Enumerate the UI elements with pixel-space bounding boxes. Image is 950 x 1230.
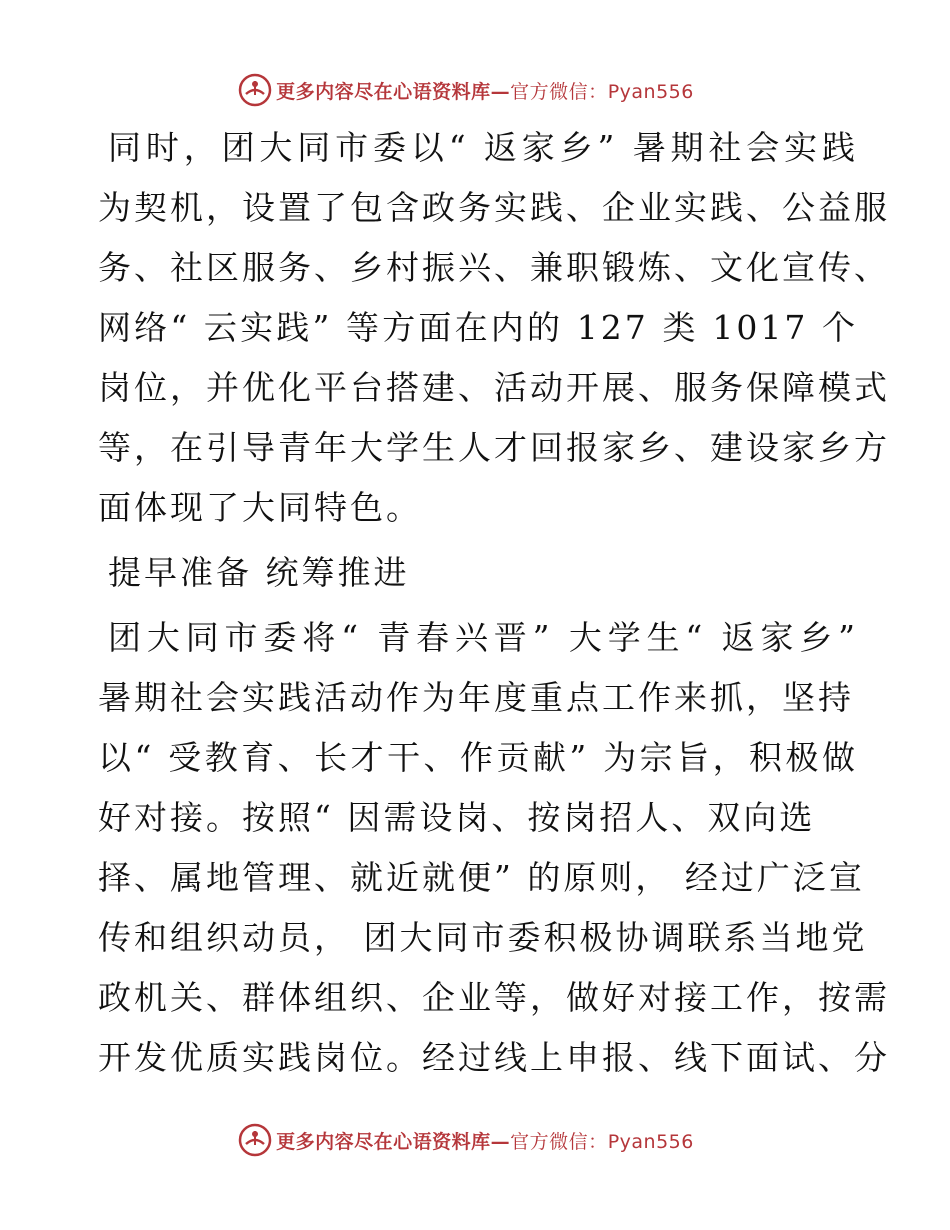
book-logo-icon: [238, 1123, 272, 1157]
watermark-suffix: 官方微信：: [510, 1130, 608, 1153]
text-line: 政机关、群体组织、企业等，做好对接工作，按需: [98, 978, 890, 1017]
watermark-prefix: 更多内容尽在心语资料库—: [276, 1130, 511, 1153]
text-line: 为契机，设置了包含政务实践、企业实践、公益服: [98, 188, 890, 227]
text-line: 面体现了大同特色。: [98, 488, 422, 527]
watermark-account: Pyan556: [607, 80, 694, 103]
text-line: 团大同市委将“ 青春兴晋” 大学生“ 返家乡”: [108, 618, 858, 657]
watermark-account: Pyan556: [607, 1130, 694, 1153]
text-line: 网络“ 云实践” 等方面在内的 127 类 1017 个: [98, 308, 858, 347]
text-line: 开发优质实践岗位。经过线上申报、线下面试、分: [98, 1038, 890, 1077]
text-line: 同时，团大同市委以“ 返家乡” 暑期社会实践: [108, 128, 858, 167]
text-line: 好对接。按照“ 因需设岗、按岗招人、双向选: [98, 798, 816, 837]
header-watermark: [0, 70, 950, 110]
text-line: 等，在引导青年大学生人才回报家乡、建设家乡方: [98, 428, 890, 467]
text-line: 务、社区服务、乡村振兴、兼职锻炼、文化宣传、: [98, 248, 890, 287]
text-line: 提早准备 统筹推进: [108, 553, 410, 592]
text-line: 以“ 受教育、长才干、作贡献” 为宗旨，积极做: [98, 738, 858, 777]
watermark-prefix: 更多内容尽在心语资料库—: [276, 80, 511, 103]
book-logo-icon: [238, 73, 272, 107]
section-heading: [98, 543, 858, 603]
text-line: 择、属地管理、就近就便” 的原则， 经过广泛宣: [98, 858, 865, 897]
paragraph: [98, 608, 890, 1088]
text-line: 暑期社会实践活动作为年度重点工作来抓，坚持: [98, 678, 854, 717]
document-body: [98, 118, 890, 1088]
paragraph: [98, 118, 890, 538]
footer-watermark: [0, 1120, 950, 1160]
watermark-suffix: 官方微信：: [510, 80, 608, 103]
text-line: 岗位，并优化平台搭建、活动开展、服务保障模式: [98, 368, 890, 407]
text-line: 传和组织动员， 团大同市委积极协调联系当地党: [98, 918, 868, 957]
